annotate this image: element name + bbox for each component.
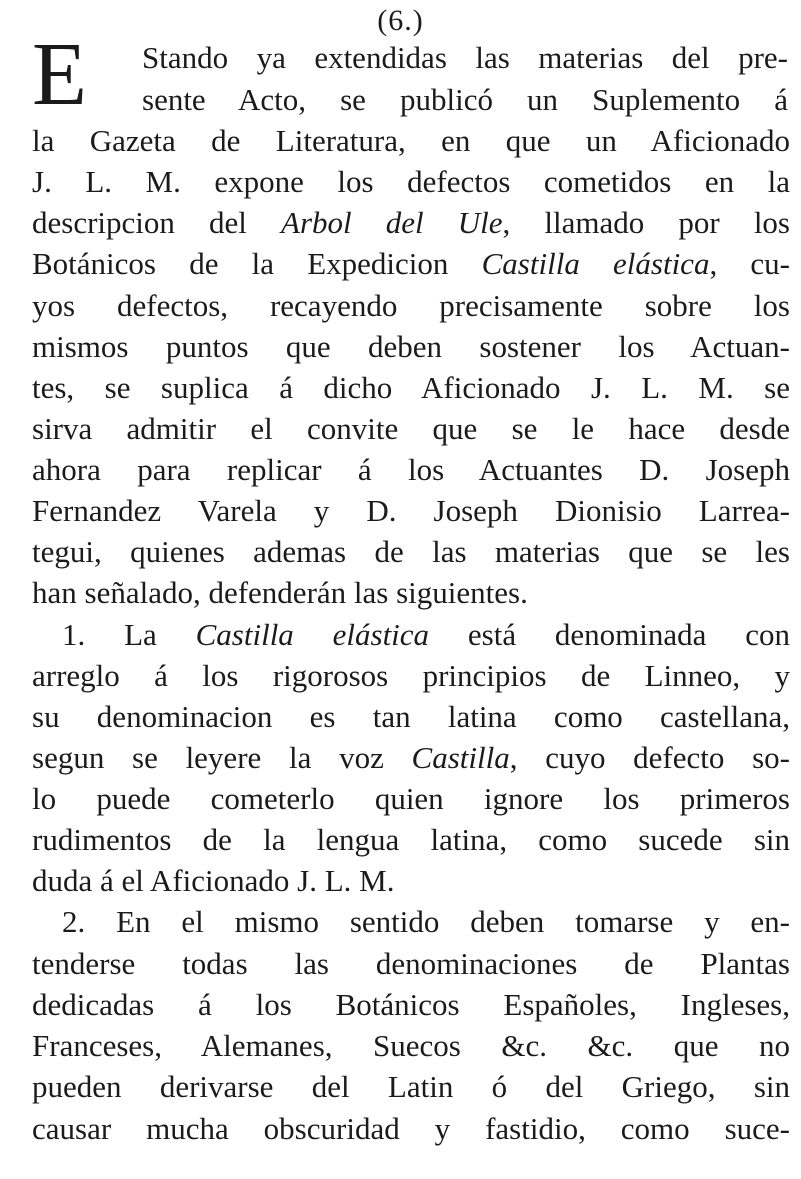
text-line — [32, 1109, 790, 1149]
text-segment: su denominacion es tan latina como castellana, — [32, 699, 790, 734]
text-segment: Fernandez Varela y D. Joseph Dionisio Larrea- — [32, 493, 790, 528]
text-segment: J. L. M. expone los defectos cometidos en la — [32, 164, 790, 199]
drop-cap-initial: E — [32, 36, 87, 114]
text-segment: segun se leyere la voz — [32, 740, 412, 775]
italic-text: Castilla elástica — [195, 617, 430, 652]
text-segment: , llamado por los — [502, 205, 790, 240]
text-line — [32, 532, 790, 572]
text-line — [32, 491, 790, 531]
italic-text: Castilla — [411, 740, 510, 775]
text-segment: pueden derivarse del Latin ó del Griego, sin — [32, 1069, 790, 1104]
text-line — [32, 1067, 790, 1107]
text-segment: lo puede cometerlo quien ignore los primeros — [32, 781, 790, 816]
text-segment: , cu- — [709, 246, 790, 281]
text-line — [32, 368, 790, 408]
text-line — [32, 573, 790, 613]
text-segment: sirva admitir el convite que se le hace desde — [32, 411, 790, 446]
italic-text: Arbol del Ule — [281, 205, 503, 240]
text-segment: mismos puntos que deben sostener los Actuan- — [32, 329, 790, 364]
text-line — [32, 779, 790, 819]
text-segment: la Gazeta de Literatura, en que un Aficionado — [32, 123, 790, 158]
text-line — [32, 944, 790, 984]
text-line — [142, 38, 788, 78]
text-line — [32, 985, 790, 1025]
text-segment: dedicadas á los Botánicos Españoles, Ingleses, — [32, 987, 790, 1022]
text-segment: ahora para replicar á los Actuantes D. Joseph — [32, 452, 790, 487]
text-segment: duda á el Aficionado J. L. M. — [32, 863, 395, 898]
text-segment: Franceses, Alemanes, Suecos &c. &c. que no — [32, 1028, 790, 1063]
text-segment: rudimentos de la lengua latina, como sucede sin — [32, 822, 790, 857]
text-segment: descripcion del — [32, 205, 282, 240]
text-line — [32, 820, 790, 860]
text-line — [62, 615, 790, 655]
text-line — [32, 1026, 790, 1066]
text-line — [32, 162, 790, 202]
text-segment: está denominada con — [429, 617, 790, 652]
text-segment: 2. En el mismo sentido deben tomarse y en- — [62, 904, 790, 939]
text-line — [32, 203, 790, 243]
text-line — [62, 902, 790, 942]
text-segment: tegui, quienes ademas de las materias que se les — [32, 534, 790, 569]
text-segment: 1. La — [62, 617, 196, 652]
text-segment: causar mucha obscuridad y fastidio, como suce- — [32, 1111, 790, 1146]
text-line — [142, 80, 788, 120]
text-segment: Botánicos de la Expedicion — [32, 246, 482, 281]
text-line — [32, 409, 790, 449]
text-segment: tes, se suplica á dicho Aficionado J. L. M. se — [32, 370, 790, 405]
text-segment: tenderse todas las denominaciones de Plantas — [32, 946, 790, 981]
text-segment: , cuyo defecto so- — [509, 740, 790, 775]
page-number: (6.) — [377, 4, 424, 37]
text-line — [32, 121, 790, 161]
text-line — [32, 697, 790, 737]
text-line — [32, 286, 790, 326]
italic-text: Castilla elástica — [481, 246, 710, 281]
text-segment: sente Acto, se publicó un Suplemento á — [142, 82, 788, 117]
text-segment: han señalado, defenderán las siguientes. — [32, 575, 528, 610]
text-line — [32, 244, 790, 284]
text-segment: Stando ya extendidas las materias del pre- — [142, 40, 788, 75]
text-line — [32, 861, 790, 901]
text-segment: yos defectos, recayendo precisamente sobre los — [32, 288, 790, 323]
text-line — [32, 450, 790, 490]
text-line — [32, 738, 790, 778]
text-line — [32, 327, 790, 367]
text-line — [32, 656, 790, 696]
text-segment: arreglo á los rigorosos principios de Linneo, y — [32, 658, 790, 693]
